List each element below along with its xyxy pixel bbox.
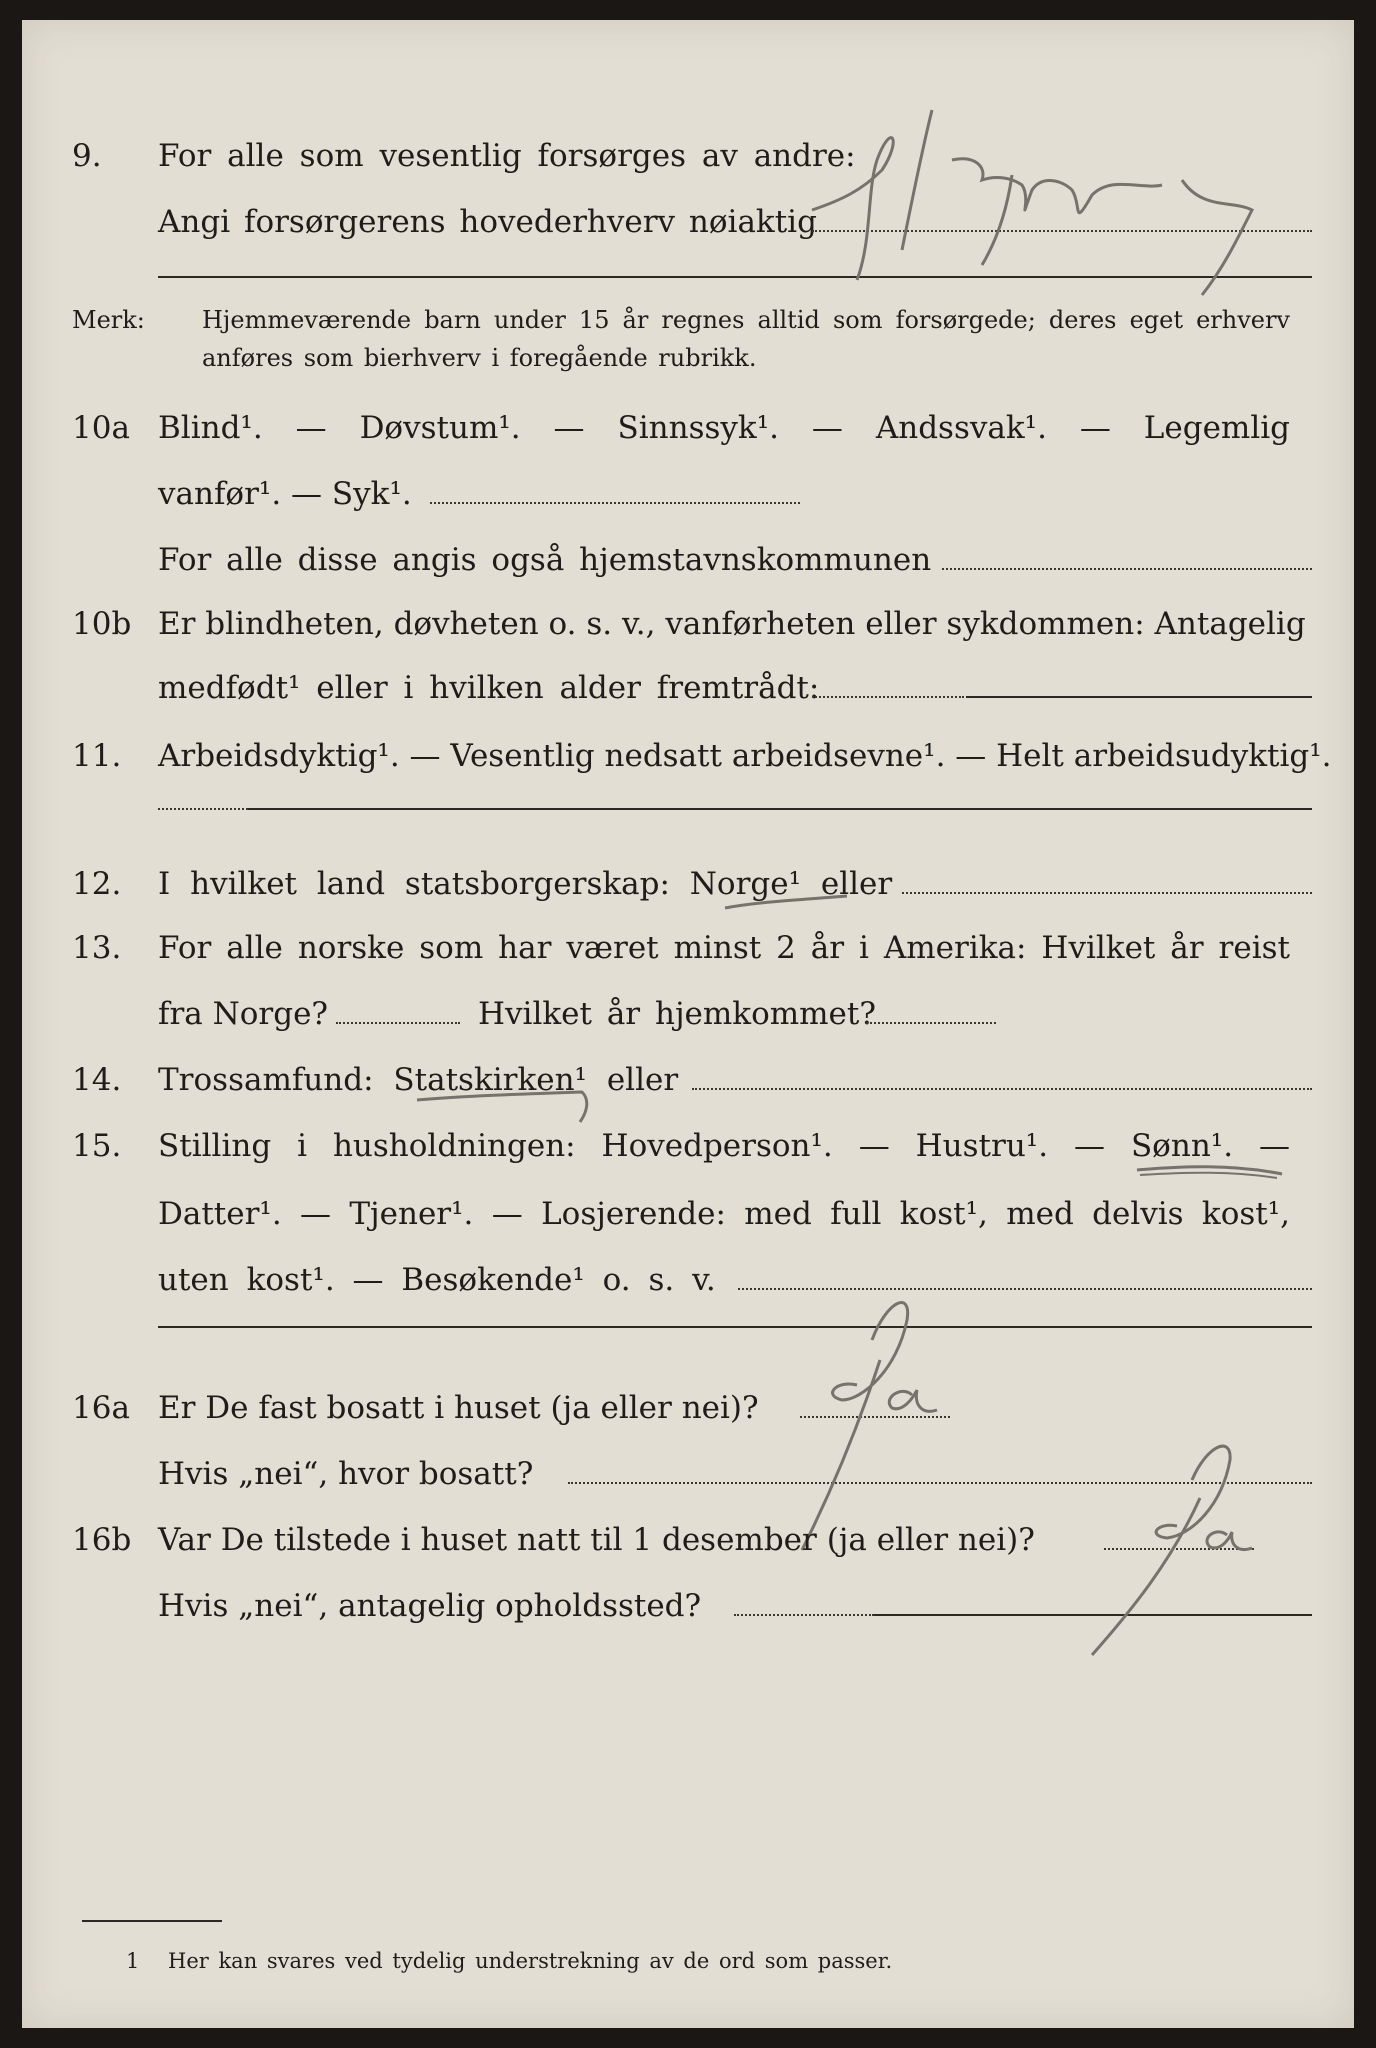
- merk-text-1: Hjemmeværende barn under 15 år regnes alltid som forsørgede; deres eget erhverv: [202, 306, 1290, 334]
- q15-text-2: Datter¹. — Tjener¹. — Losjerende: med full kost¹, med delvis kost¹,: [158, 1196, 1290, 1232]
- q12-number: 12.: [72, 866, 122, 902]
- footnote-mark: 1: [126, 1949, 140, 1973]
- census-form-page: [22, 20, 1354, 2028]
- q16a-text-2: Hvis „nei“, hvor bosatt?: [158, 1456, 534, 1492]
- q10a-kommune-dots: [942, 568, 1312, 570]
- q15-dots: [738, 1288, 1312, 1290]
- q16b-opholdssted-dots: [734, 1614, 874, 1616]
- q10b-text-2: medfødt¹ eller i hvilken alder fremtrådt:: [158, 670, 820, 706]
- q16b-answer-line: [874, 1614, 1312, 1616]
- q16b-text-2: Hvis „nei“, antagelig opholdssted?: [158, 1588, 702, 1624]
- q13-text-1: For alle norske som har været minst 2 år i Amerika: Hvilket år reist: [158, 930, 1290, 966]
- q10a-row-2: [22, 468, 1354, 520]
- q14-text-1: Trossamfund: Statskirken¹ eller: [158, 1062, 679, 1098]
- q9-row-1: [22, 130, 1354, 182]
- q15-text-3: uten kost¹. — Besøkende¹ o. s. v.: [158, 1262, 716, 1298]
- q16a-dots: [800, 1416, 950, 1418]
- q13-row-1: [22, 922, 1354, 974]
- q14-dots: [692, 1088, 1312, 1090]
- q9-answer-line: [158, 276, 1312, 278]
- q13-text-2b: Hvilket år hjemkommet?: [478, 996, 876, 1032]
- q15-row-1: [22, 1120, 1354, 1172]
- q16a-number: 16a: [72, 1390, 130, 1426]
- q11-dots: [158, 808, 248, 810]
- q9-number: 9.: [72, 138, 102, 174]
- q13-row-2: [22, 988, 1354, 1040]
- q12-row-1: [22, 858, 1354, 910]
- footnote-text: Her kan svares ved tydelig understrekning av de ord som passer.: [168, 1949, 893, 1973]
- q16a-row-2: [22, 1448, 1354, 1500]
- q13-text-2a: fra Norge?: [158, 996, 329, 1032]
- q9-row-2: [22, 196, 1354, 248]
- q10b-row-2: [22, 662, 1354, 714]
- q9-text-2: Angi forsørgerens hovederhverv nøiaktig: [158, 204, 817, 240]
- q16a-bosatt-dots: [568, 1482, 1312, 1484]
- q15-row-3: [22, 1254, 1354, 1306]
- q16b-dots: [1104, 1548, 1254, 1550]
- q10a-text-2: vanfør¹. — Syk¹.: [158, 476, 412, 512]
- q10b-dots: [812, 696, 964, 698]
- q13-hjemkommet-dots: [866, 1022, 996, 1024]
- footnote-separator: [82, 1920, 222, 1922]
- q14-row-1: [22, 1054, 1354, 1106]
- q15-text-1: Stilling i husholdningen: Hovedperson¹. — Hustru¹. — Sønn¹. —: [158, 1128, 1290, 1164]
- q14-number: 14.: [72, 1062, 122, 1098]
- q11-number: 11.: [72, 738, 122, 774]
- q16b-text-1: Var De tilstede i huset natt til 1 desember (ja eller nei)?: [158, 1522, 1035, 1558]
- q10a-number: 10a: [72, 410, 130, 446]
- q11-row-1: [22, 730, 1354, 782]
- q16b-row-2: [22, 1580, 1354, 1632]
- q16a-text-1: Er De fast bosatt i huset (ja eller nei)?: [158, 1390, 759, 1426]
- q10a-text-3: For alle disse angis også hjemstavnskommunen: [158, 542, 932, 578]
- q15-number: 15.: [72, 1128, 122, 1164]
- q10a-text-1: Blind¹. — Døvstum¹. — Sinnssyk¹. — Andssvak¹. — Legemlig: [158, 410, 1290, 446]
- q11-text-1: Arbeidsdyktig¹. — Vesentlig nedsatt arbeidsevne¹. — Helt arbeidsudyktig¹.: [158, 738, 1332, 774]
- q16a-row-1: [22, 1382, 1354, 1434]
- merk-text-2: anføres som bierhverv i foregående rubrikk.: [202, 344, 757, 372]
- q15-answer-line: [158, 1326, 1312, 1328]
- merk-label: Merk:: [72, 306, 145, 334]
- q13-reist-dots: [336, 1022, 460, 1024]
- q13-number: 13.: [72, 930, 122, 966]
- q10a-row-3: [22, 534, 1354, 586]
- q16b-number: 16b: [72, 1522, 132, 1558]
- q10b-answer-line: [966, 696, 1312, 698]
- q10a-row-1: [22, 402, 1354, 454]
- q11-answer-line: [248, 808, 1312, 810]
- q16b-row-1: [22, 1514, 1354, 1566]
- q9-text-1: For alle som vesentlig forsørges av andre:: [158, 138, 856, 174]
- q9-answer-dots: [812, 230, 1312, 232]
- q15-row-2: [22, 1188, 1354, 1240]
- q10b-text-1: Er blindheten, døvheten o. s. v., vanførheten eller sykdommen: Antagelig: [158, 606, 1306, 642]
- q10b-row-1: [22, 598, 1354, 650]
- q12-dots: [902, 892, 1312, 894]
- q12-text-1: I hvilket land statsborgerskap: Norge¹ eller: [158, 866, 893, 902]
- q10b-number: 10b: [72, 606, 132, 642]
- q10a-syk-dots: [430, 502, 800, 504]
